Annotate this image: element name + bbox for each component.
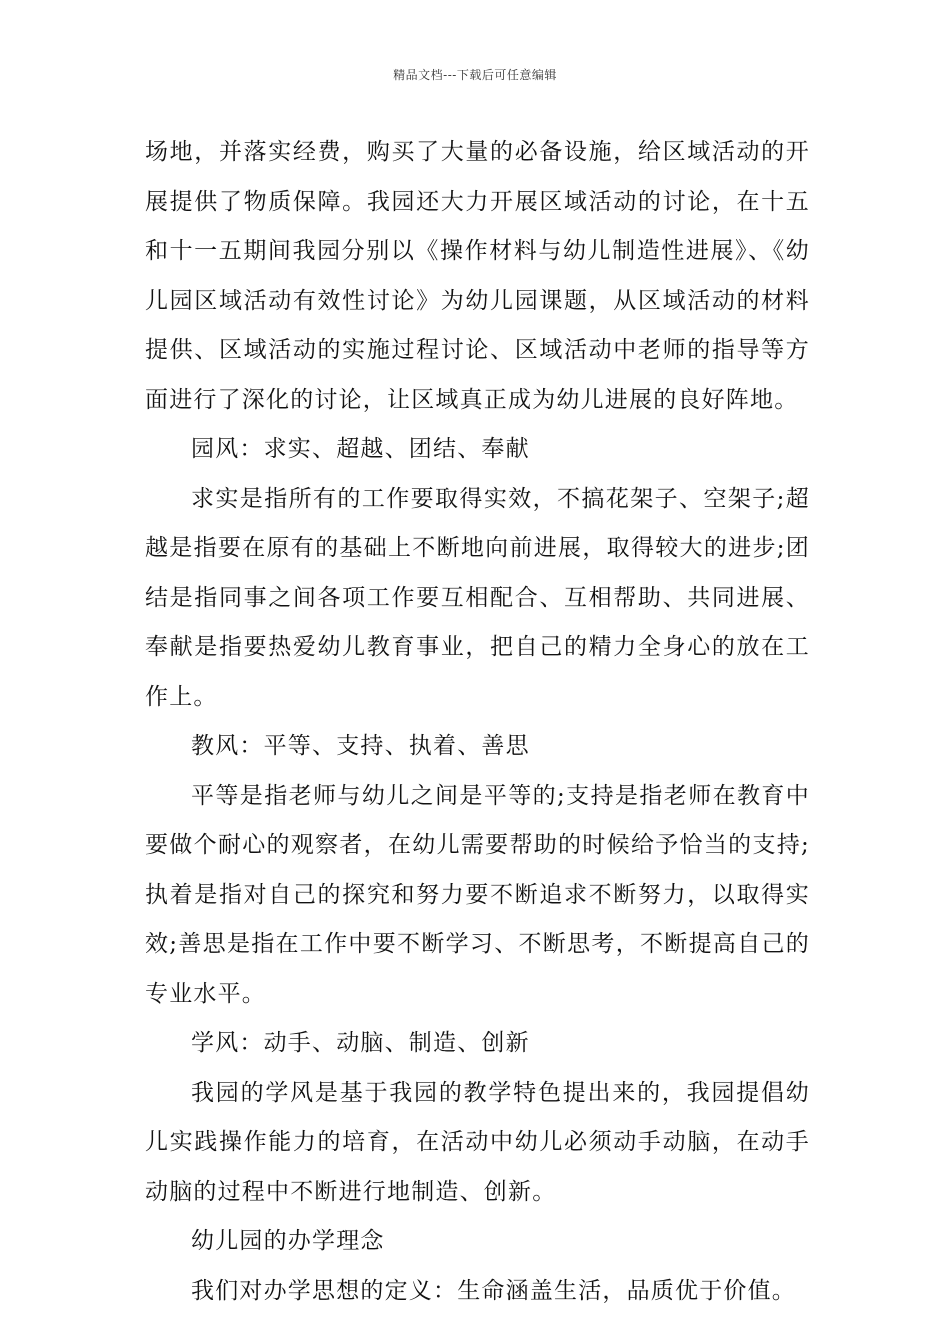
paragraph: 求实是指所有的工作要取得实效，不搞花架子、空架子;超越是指要在原有的基础上不断地向前进展，取得较大的进步;团结是指同事之间各项工作要互相配合、互相帮助、共同进展、奉献是指要热爱幼儿教育事业，把自己的精力全身心的放在工作上。 [145,485,810,710]
paragraph: 场地，并落实经费，购买了大量的必备设施，给区域活动的开展提供了物质保障。我园还大力开展区域活动的讨论，在十五和十一五期间我园分别以《操作材料与幼儿制造性进展》、《幼儿园区域活动有效性讨论》为幼儿园课题，从区域活动的材料提供、区域活动的实施过程讨论、区域活动中老师的指导等方面进行了深化的讨论，让区域真正成为幼儿进展的良好阵地。 [145,139,810,413]
paragraph: 我园的学风是基于我园的教学特色提出来的，我园提倡幼儿实践操作能力的培育，在活动中幼儿必须动手动脑，在动手动脑的过程中不断进行地制造、创新。 [145,1079,810,1205]
section-heading-learning-style: 学风：动手、动脑、制造、创新 [191,1030,530,1056]
section-heading-philosophy: 幼儿园的办学理念 [191,1228,385,1254]
page-header: 精品文档---下载后可任意编辑 [393,68,557,82]
section-heading-garden-style: 园风：求实、超越、团结、奉献 [191,436,530,462]
document-body [145,128,810,1316]
paragraph: 我们对办学思想的定义：生命涵盖生活，品质优于价值。 [191,1277,796,1304]
paragraph: 平等是指老师与幼儿之间是平等的;支持是指老师在教育中要做个耐心的观察者，在幼儿需要帮助的时候给予恰当的支持;执着是指对自己的探究和努力要不断追求不断努力，以取得实效;善思是指在工作中要不断学习、不断思考，不断提高自己的专业水平。 [145,782,810,1007]
section-heading-teaching-style: 教风：平等、支持、执着、善思 [191,733,530,759]
